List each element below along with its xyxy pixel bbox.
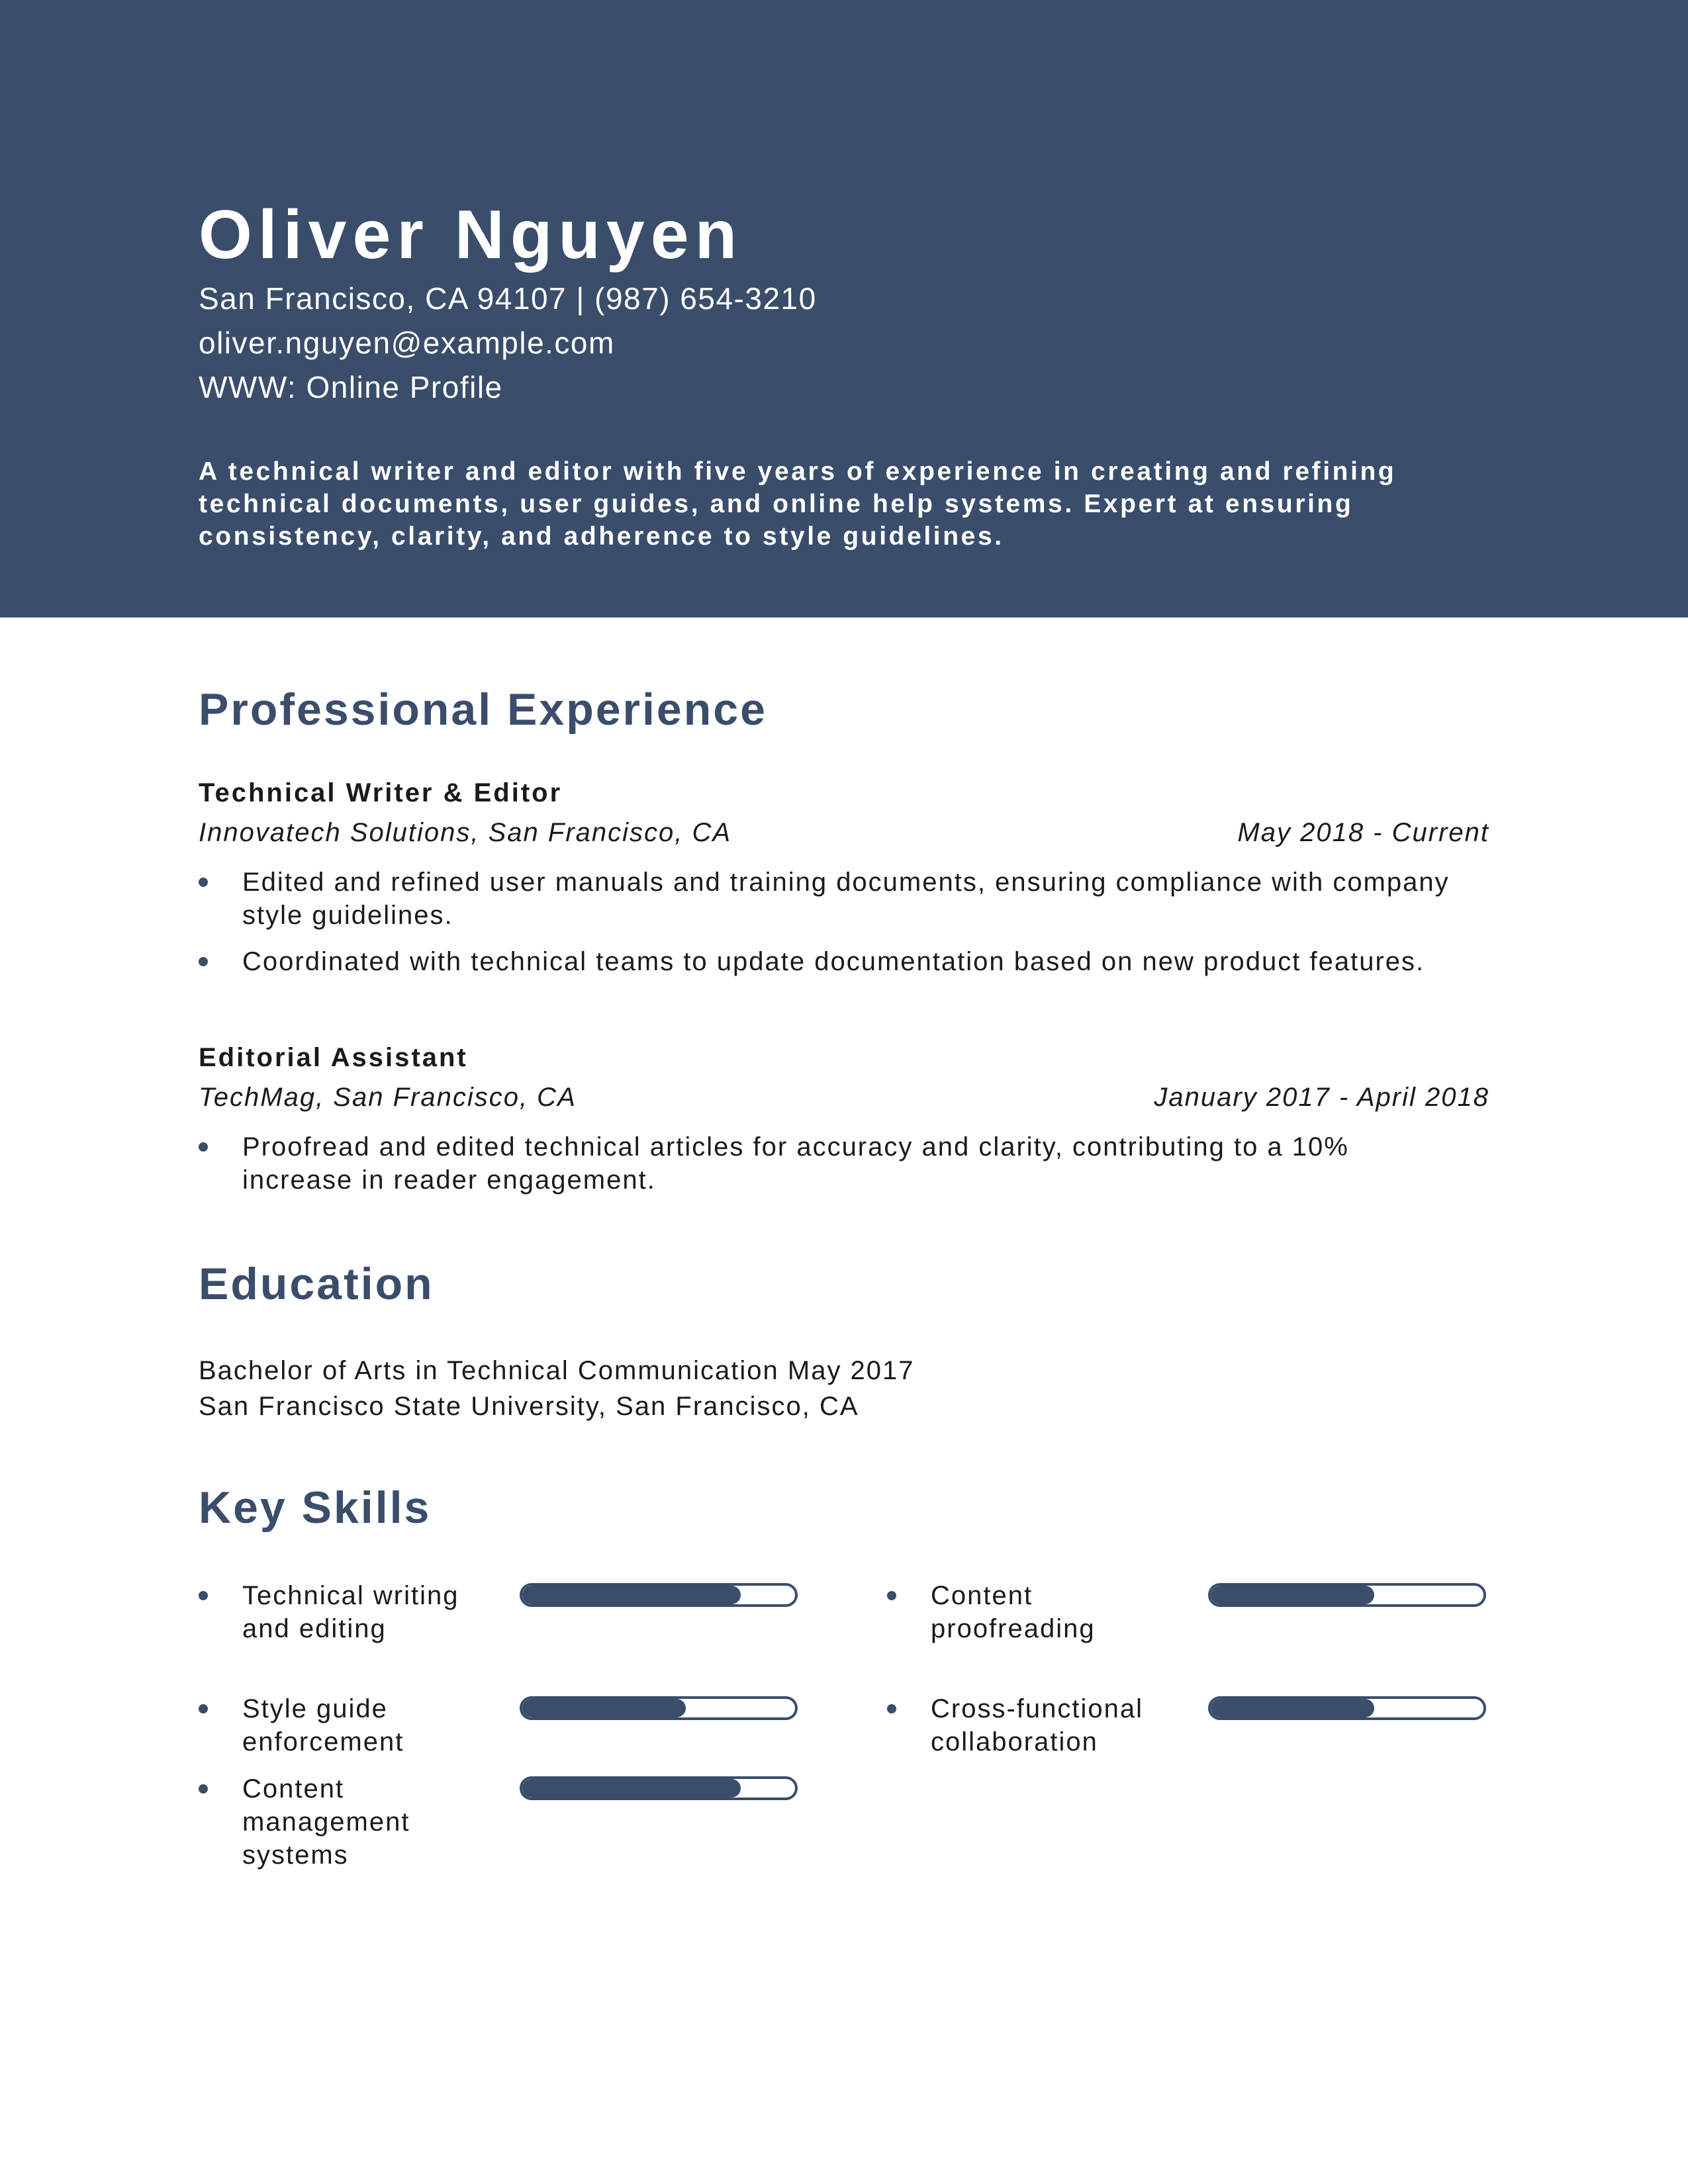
skill-item [887, 1579, 1483, 1678]
degree-line: Bachelor of Arts in Technical Communication May 2017 [199, 1356, 915, 1385]
skill-item [199, 1579, 794, 1678]
job-dates: May 2018 - Current [1237, 818, 1489, 847]
bullet-icon [199, 1142, 208, 1152]
skill-level-fill [522, 1699, 686, 1717]
job-company-row [199, 1081, 1489, 1114]
skill-level-fill [522, 1586, 741, 1604]
skill-level-bar [520, 1696, 798, 1720]
bullet-icon [887, 1591, 896, 1600]
bullet-icon [199, 878, 208, 887]
skill-level-fill [1211, 1586, 1374, 1604]
online-profile-link[interactable]: WWW: Online Profile [199, 370, 503, 404]
bullet-icon [199, 1704, 208, 1713]
skill-level-fill [522, 1779, 741, 1797]
job-company: TechMag, San Francisco, CA [199, 1083, 577, 1112]
job-bullets [199, 866, 1456, 991]
bullet-icon [199, 1591, 208, 1600]
skill-item [887, 1692, 1483, 1792]
bullet-icon [199, 957, 208, 966]
list-item [199, 1130, 1456, 1197]
experience-heading: Professional Experience [199, 684, 767, 735]
candidate-name: Oliver Nguyen [199, 197, 743, 273]
job-dates: January 2017 - April 2018 [1154, 1083, 1489, 1112]
skill-level-bar [1208, 1696, 1486, 1720]
bullet-text: Proofread and edited technical articles for accuracy and clarity, contributing to a 10% increase in reader engagement. [242, 1132, 1349, 1195]
skill-label: Content proofreading [931, 1581, 1096, 1643]
education-block [199, 1353, 915, 1424]
skill-label: Technical writing and editing [242, 1581, 459, 1643]
skills-heading: Key Skills [199, 1482, 432, 1533]
job-title: Editorial Assistant [199, 1043, 468, 1072]
contact-block [199, 277, 817, 410]
list-item [199, 866, 1456, 932]
skill-label: Cross-functional collaboration [931, 1694, 1144, 1756]
skill-item [199, 1772, 794, 1872]
school-line: San Francisco State University, San Francisco, CA [199, 1392, 859, 1421]
email-link[interactable]: oliver.nguyen@example.com [199, 326, 615, 360]
address-phone: San Francisco, CA 94107 | (987) 654-3210 [199, 281, 817, 316]
bullet-text: Edited and refined user manuals and training documents, ensuring compliance with company style guidelines. [242, 868, 1450, 930]
skill-level-bar [520, 1776, 798, 1800]
bullet-icon [887, 1704, 896, 1713]
skill-level-bar [1208, 1583, 1486, 1607]
bullet-icon [199, 1784, 208, 1794]
list-item [199, 945, 1456, 978]
job-title: Technical Writer & Editor [199, 778, 563, 807]
job-bullets [199, 1130, 1456, 1210]
header-banner [0, 0, 1688, 617]
bullet-text: Coordinated with technical teams to update documentation based on new product features. [242, 947, 1425, 976]
skill-level-fill [1211, 1699, 1374, 1717]
skill-label: Style guide enforcement [242, 1694, 404, 1756]
job-company-row [199, 816, 1489, 849]
skill-level-bar [520, 1583, 798, 1607]
professional-summary: A technical writer and editor with five years of experience in creating and refining technical documents, user guides, and online help systems. Expert at ensuring consistency, clarity, and adherence to style guidelines. [199, 457, 1397, 551]
education-heading: Education [199, 1259, 434, 1309]
skill-label: Content management systems [242, 1774, 410, 1870]
job-company: Innovatech Solutions, San Francisco, CA [199, 818, 732, 847]
